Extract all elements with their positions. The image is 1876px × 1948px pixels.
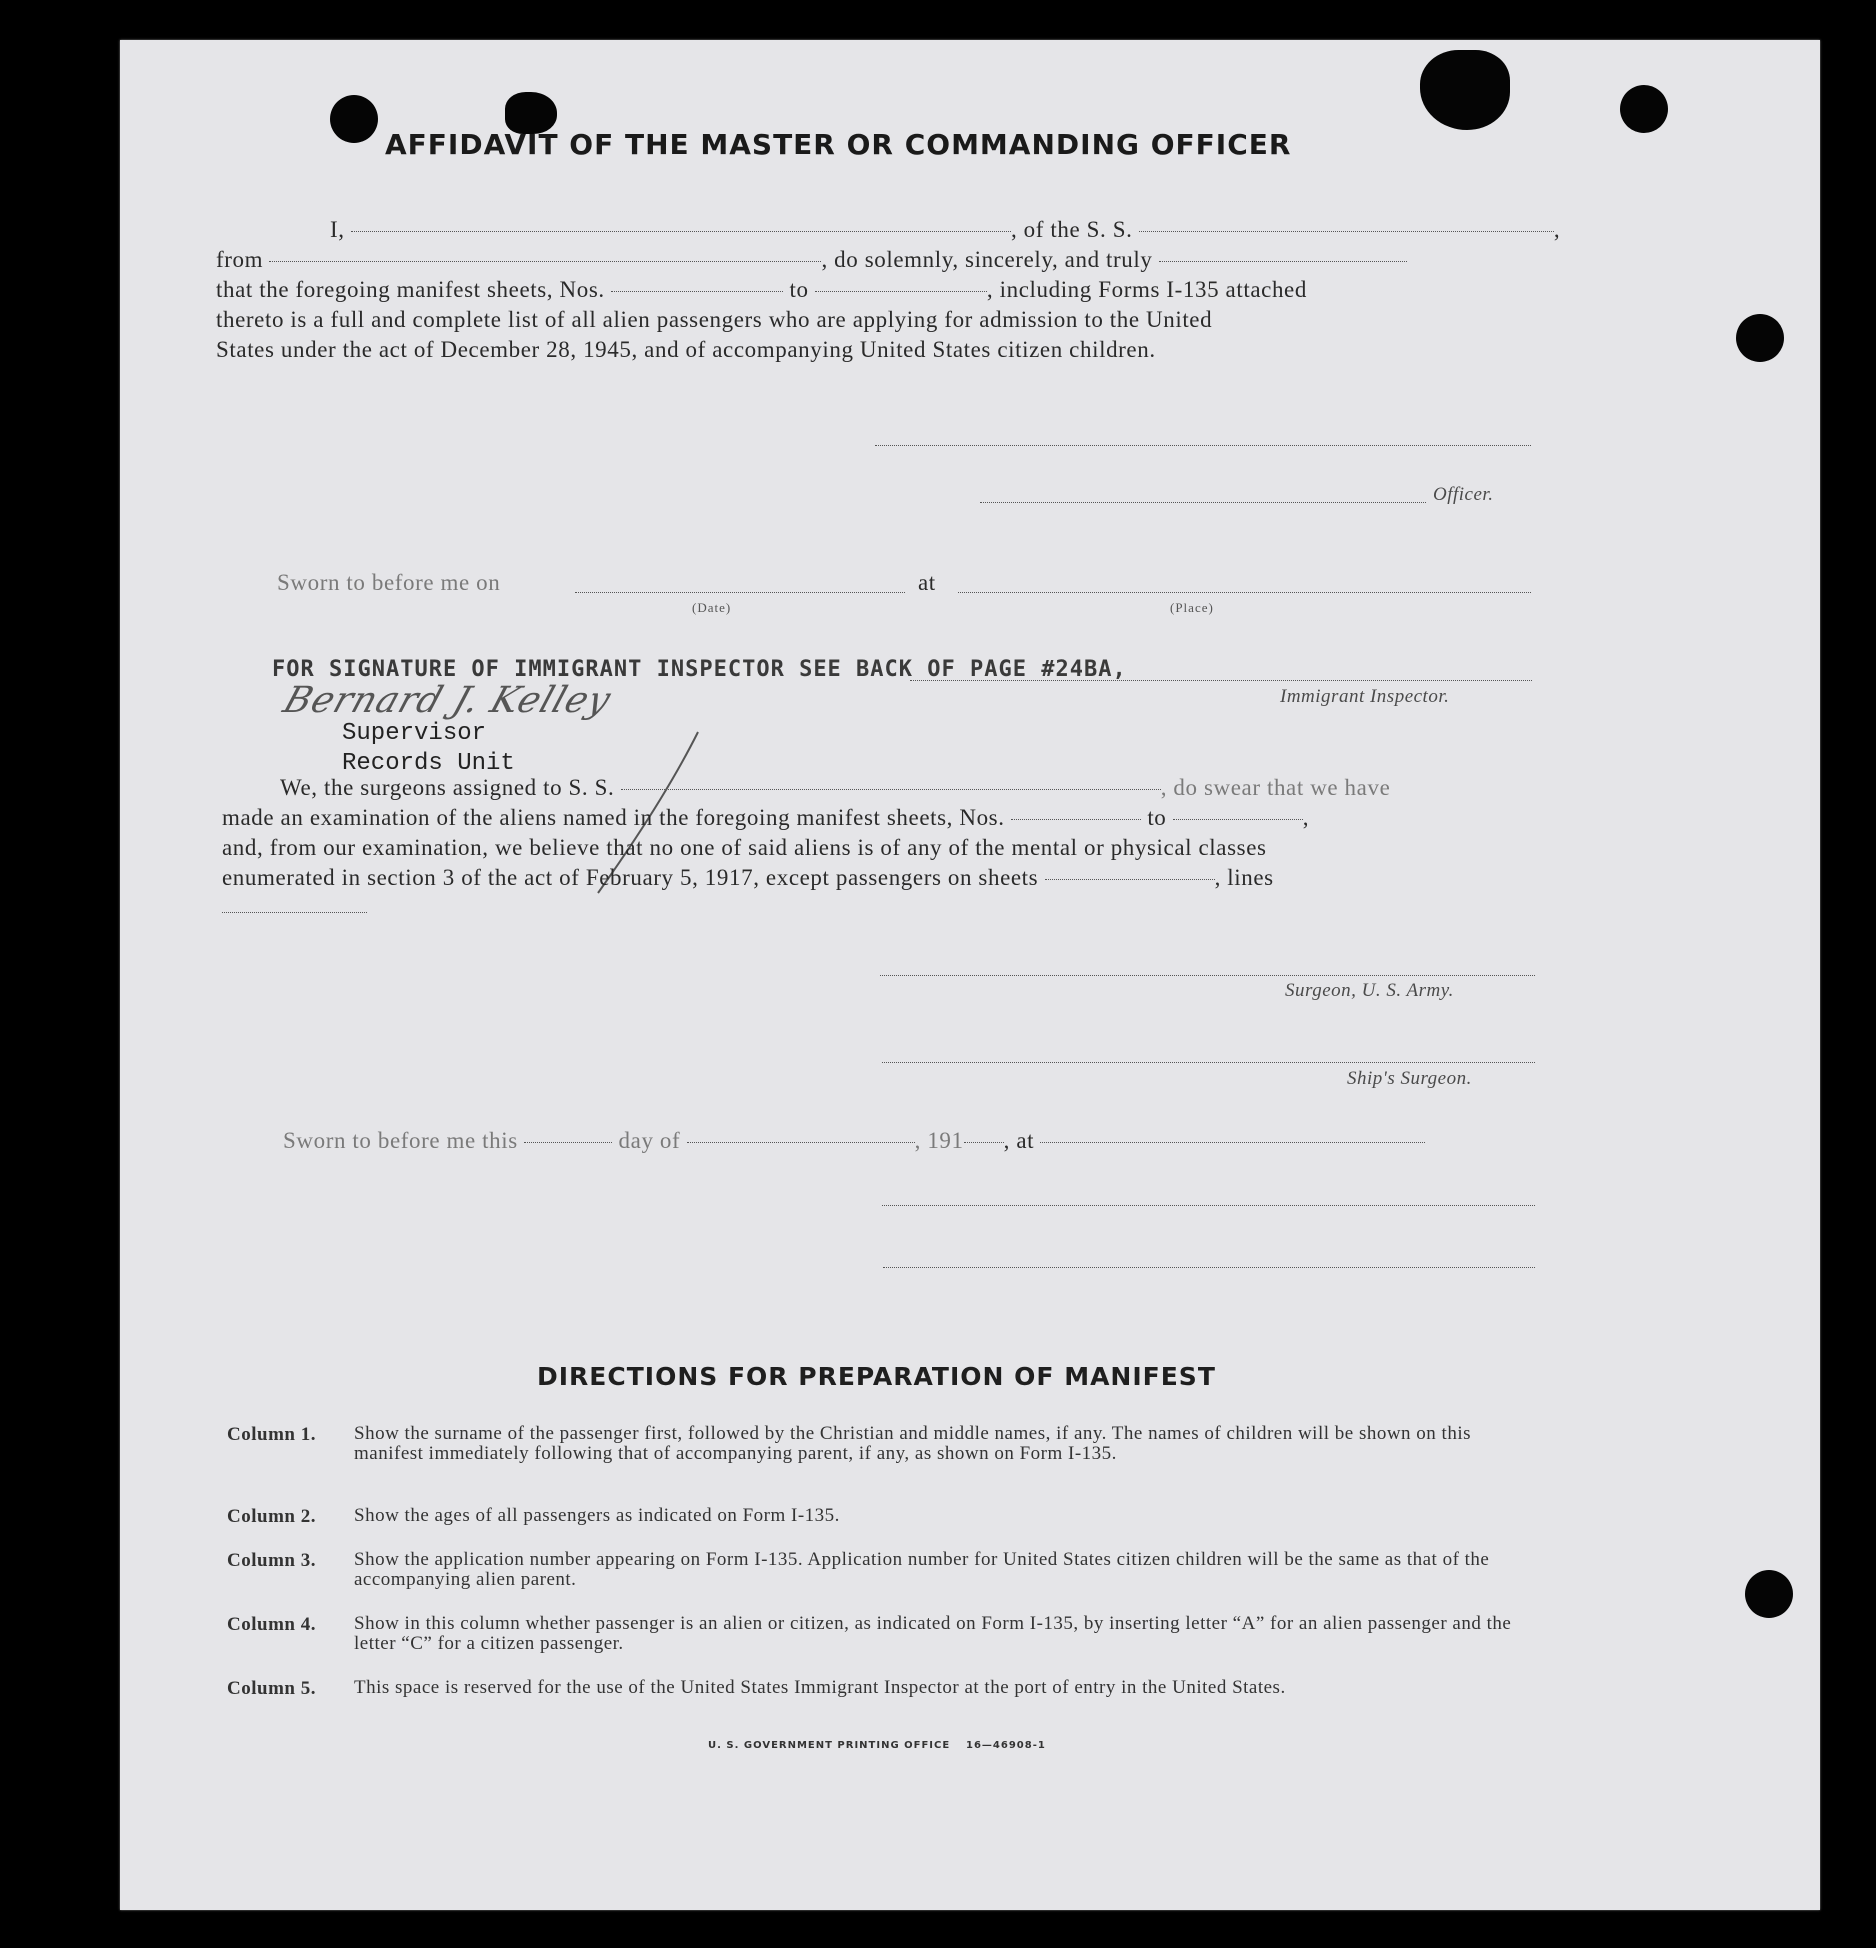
supervisor-text: Supervisor bbox=[342, 720, 487, 747]
army-surgeon-signature-line[interactable] bbox=[880, 975, 1535, 976]
surgeons-line-4 bbox=[222, 865, 1274, 891]
date-label: (Date) bbox=[692, 600, 732, 615]
surgeon-ship-field[interactable] bbox=[621, 789, 1161, 790]
directions-title: DIRECTIONS FOR PREPARATION OF MANIFEST bbox=[537, 1362, 1216, 1391]
exam-to-text: to bbox=[1147, 805, 1167, 830]
including-text: , including Forms I-135 attached bbox=[986, 277, 1307, 302]
column-3-label: Column 3. bbox=[227, 1550, 316, 1571]
officer-label: Officer. bbox=[1433, 484, 1494, 505]
exam-sheets-from-field[interactable] bbox=[1011, 819, 1141, 820]
lines-text: , lines bbox=[1214, 865, 1274, 890]
immigrant-inspector-label: Immigrant Inspector. bbox=[1280, 686, 1450, 707]
year-prefix-text: , 191 bbox=[914, 1128, 964, 1153]
sworn-at-2-text: , at bbox=[1003, 1128, 1035, 1153]
affidavit-title: AFFIDAVIT OF THE MASTER OR COMMANDING OFFICER bbox=[385, 128, 1292, 161]
affidavit-i: I, bbox=[330, 217, 345, 242]
surgeons-assigned-text: We, the surgeons assigned to S. S. bbox=[280, 775, 615, 800]
punch-hole-right-lower bbox=[1745, 1570, 1793, 1618]
ship-name-field[interactable] bbox=[1139, 231, 1554, 232]
inspector-stamp: FOR SIGNATURE OF IMMIGRANT INSPECTOR SEE BACK OF PAGE #24BA, bbox=[272, 657, 1127, 682]
column-4-text: Show in this column whether passenger is an alien or citizen, as indicated on Form I-135, by inserting letter “A” for an alien passenger and the letter “C” for a citizen passenger. bbox=[354, 1613, 1512, 1654]
surgeons-line-1 bbox=[280, 775, 1390, 801]
sheets-to-field[interactable] bbox=[815, 291, 987, 292]
sheets-from-field[interactable] bbox=[611, 291, 783, 292]
day-of-text: day of bbox=[618, 1128, 681, 1153]
column-1-label: Column 1. bbox=[227, 1424, 316, 1445]
except-sheets-field[interactable] bbox=[1045, 879, 1215, 880]
sworn-date-field[interactable] bbox=[575, 592, 905, 593]
affidavit-line-2 bbox=[216, 247, 1407, 273]
truly-field[interactable] bbox=[1159, 261, 1407, 262]
affidavit-line-4: thereto is a full and complete list of all alien passengers who are applying for admission to the United bbox=[216, 307, 1213, 332]
to-text: to bbox=[789, 277, 809, 302]
exam-sheets-to-field[interactable] bbox=[1173, 819, 1303, 820]
place-label: (Place) bbox=[1170, 600, 1214, 615]
sworn-signature-line-1[interactable] bbox=[882, 1205, 1535, 1206]
column-4-label: Column 4. bbox=[227, 1614, 316, 1635]
examination-text: made an examination of the aliens named in the foregoing manifest sheets, Nos. bbox=[222, 805, 1005, 830]
ink-smudge-top-right bbox=[1420, 50, 1510, 130]
column-3-text: Show the application number appearing on Form I-135. Application number for United States citizen children will be the same as that of the accompanying alien parent. bbox=[354, 1549, 1490, 1590]
officer-signature-line-1[interactable] bbox=[875, 445, 1531, 446]
printer-code: 16—46908-1 bbox=[966, 1740, 1046, 1751]
sworn-this-text: Sworn to before me this bbox=[283, 1128, 518, 1153]
punch-hole-top-right bbox=[1620, 85, 1668, 133]
except-lines-field[interactable] bbox=[222, 912, 367, 913]
sworn-at: at bbox=[918, 570, 936, 595]
affidavit-line-5: States under the act of December 28, 1945, and of accompanying United States citizen children. bbox=[216, 337, 1156, 362]
officer-signature-line-2[interactable] bbox=[980, 502, 1426, 503]
column-5-label: Column 5. bbox=[227, 1678, 316, 1699]
form-page bbox=[120, 40, 1820, 1910]
punch-hole-top-left bbox=[330, 95, 378, 143]
affidavit-line-3 bbox=[216, 277, 1307, 303]
name-field[interactable] bbox=[351, 231, 1011, 232]
enumerated-text: enumerated in section 3 of the act of February 5, 1917, except passengers on sheets bbox=[222, 865, 1039, 890]
sworn-day-field[interactable] bbox=[524, 1142, 612, 1143]
comma-text: , bbox=[1553, 217, 1561, 242]
exam-comma-text: , bbox=[1302, 805, 1310, 830]
ship-surgeon-label: Ship's Surgeon. bbox=[1347, 1068, 1472, 1089]
ship-surgeon-signature-line[interactable] bbox=[882, 1062, 1535, 1063]
inspector-signature-line[interactable] bbox=[910, 680, 1532, 681]
sworn-before-me-on: Sworn to before me on bbox=[277, 570, 501, 595]
surgeons-line-2 bbox=[222, 805, 1309, 831]
punch-hole-right-upper bbox=[1736, 314, 1784, 362]
affidavit-line-1 bbox=[270, 217, 1560, 243]
sworn-place-field[interactable] bbox=[958, 592, 1531, 593]
sworn-year-field[interactable] bbox=[964, 1142, 1004, 1143]
sworn-month-field[interactable] bbox=[687, 1142, 915, 1143]
printer-office: U. S. GOVERNMENT PRINTING OFFICE bbox=[708, 1740, 951, 1751]
do-swear-text: , do swear that we have bbox=[1160, 775, 1391, 800]
column-2-label: Column 2. bbox=[227, 1506, 316, 1527]
army-surgeon-label: Surgeon, U. S. Army. bbox=[1285, 980, 1454, 1001]
column-2-text: Show the ages of all passengers as indicated on Form I-135. bbox=[354, 1505, 840, 1526]
surgeons-line-3: and, from our examination, we believe that no one of said aliens is of any of the mental or physical classes bbox=[222, 835, 1267, 860]
solemnly-text: , do solemnly, sincerely, and truly bbox=[821, 247, 1153, 272]
column-5-text: This space is reserved for the use of the United States Immigrant Inspector at the port of entry in the United States. bbox=[354, 1677, 1286, 1698]
sworn-line-2 bbox=[283, 1128, 1425, 1154]
from-port-field[interactable] bbox=[269, 261, 821, 262]
from-text: from bbox=[216, 247, 264, 272]
sworn-place-2-field[interactable] bbox=[1040, 1142, 1425, 1143]
column-1-text: Show the surname of the passenger first, followed by the Christian and middle names, if any. The names of children will be shown on this manifest immediately following that of accompanying parent, if any, as shown on Form I-135. bbox=[354, 1423, 1472, 1464]
handwritten-signature: Bernard J. Kelley bbox=[278, 680, 617, 721]
manifest-sheets-text: that the foregoing manifest sheets, Nos. bbox=[216, 277, 605, 302]
of-ss-text: , of the S. S. bbox=[1010, 217, 1133, 242]
records-unit-text: Records Unit bbox=[342, 750, 515, 777]
sworn-signature-line-2[interactable] bbox=[883, 1267, 1535, 1268]
